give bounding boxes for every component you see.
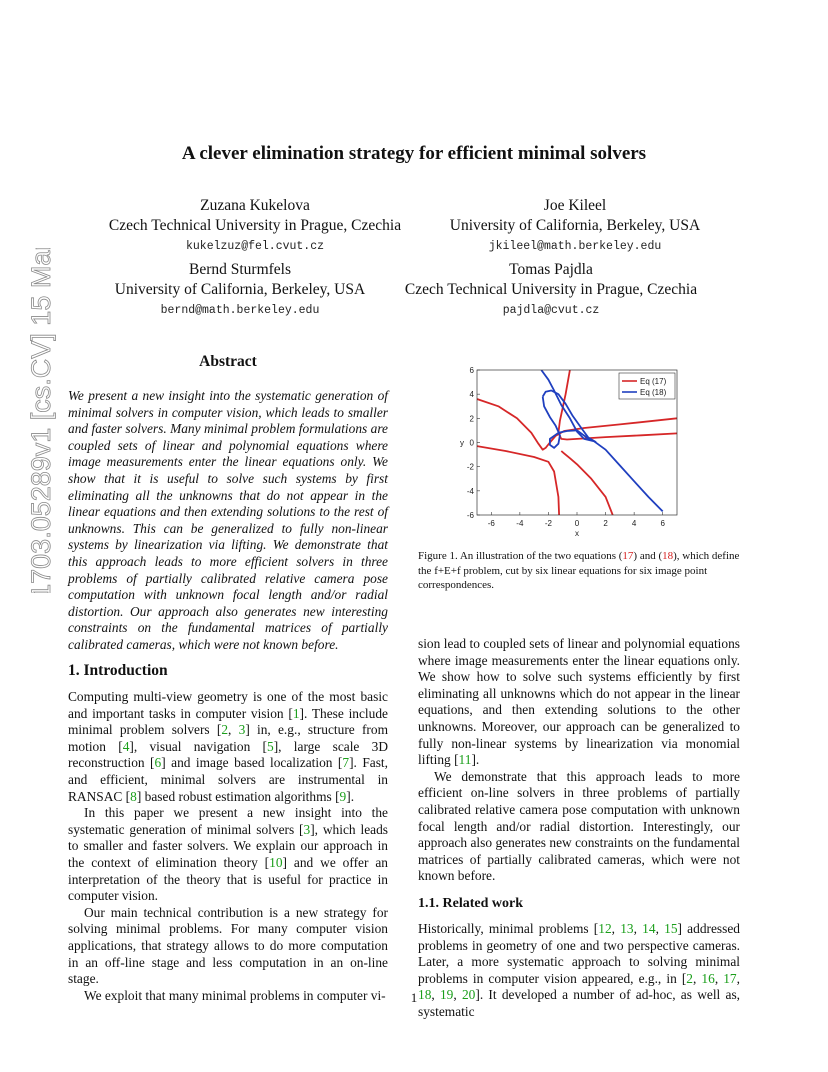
x-tick-label: 2 [603, 519, 608, 528]
author-block-3 [60, 260, 420, 317]
citation-link[interactable]: 11 [458, 752, 472, 768]
author-name: Tomas Pajdla [509, 261, 593, 278]
y-tick-label: 6 [469, 366, 474, 375]
right-paragraph-2: We demonstrate that this approach leads to more efficient on-line solvers in three problems of partially calibrated relative camera pose computation with unknown focal length and/or radial distortion. Interestingly, our approach also generates new constraints on the fundamental matrices of partially calibrated cameras, which were not known before. [418, 768, 740, 884]
y-tick-label: -6 [466, 511, 474, 520]
x-tick-label: 6 [660, 519, 665, 528]
abstract-heading: Abstract [199, 353, 257, 370]
series-curve [477, 446, 559, 515]
y-tick-label: -2 [466, 462, 474, 472]
x-tick-label: -6 [487, 519, 495, 528]
citation-link[interactable]: 12 [598, 920, 612, 936]
intro-body [68, 689, 388, 1004]
y-axis-label: y [460, 438, 464, 448]
x-tick-label: -4 [516, 519, 524, 528]
author-email[interactable]: pajdla@cvut.cz [502, 304, 600, 317]
intro-paragraph-2: In this paper we present a new insight into the systematic generation of minimal solvers [3], which leads to smaller and faster solvers. We explain our approach in the context of elimination theory [10] and we offer an interpretation of the theory that is useful for practice in computer vision. [68, 805, 388, 904]
citation-link[interactable]: 4 [122, 738, 130, 754]
x-axis-label: x [575, 529, 579, 538]
citation-link[interactable]: 13 [620, 920, 634, 936]
svg-text:arXiv:1703.05289v1 [cs.CV] 1: arXiv:1703.05289v1 [cs.CV] 15 Mar 2017 [26, 248, 56, 593]
citation-link[interactable]: 6 [154, 755, 162, 771]
citation-link[interactable]: 9 [339, 788, 347, 804]
author-email[interactable]: jkileel@math.berkeley.edu [488, 240, 662, 253]
author-block-2 [420, 196, 730, 253]
equation-link[interactable]: 18 [662, 550, 674, 562]
citation-link[interactable]: 1 [292, 705, 300, 721]
author-email[interactable]: kukelzuz@fel.cvut.cz [185, 240, 325, 253]
paper-title: A clever elimination strategy for efficient minimal solvers [181, 143, 647, 164]
citation-link[interactable]: 19 [439, 987, 454, 1003]
y-tick-label: 4 [469, 390, 474, 400]
citation-link[interactable]: 2 [221, 722, 229, 738]
page-number: 1 [410, 990, 418, 1005]
author-affiliation: University of California, Berkeley, USA [449, 217, 701, 234]
citation-link[interactable]: 3 [238, 722, 246, 738]
citation-link[interactable]: 3 [303, 821, 311, 837]
citation-link[interactable]: 8 [130, 788, 137, 804]
citation-link[interactable]: 14 [642, 920, 656, 936]
author-affiliation: Czech Technical University in Prague, Czechia [108, 217, 402, 234]
right-paragraph-3: Historically, minimal problems [12, 13, 14, 15] addressed problems in geometry of one and two perspective cameras. Later, a more systematic approach to solving minimal problems in computer vision appeared, e.g., in [2, 16, 17, 18, 19, 20]. It developed a number of ad-hoc, as well as, systematic [418, 920, 740, 1019]
right-paragraph-1: sion lead to coupled sets of linear and polynomial equations where image measurements enter the linear equations only. We show how to solve such systems efficiently by first eliminating all unknowns which do not appear in the linear equations, and then extending solutions to the other unknowns. Moreover, our approach can be generalized to fully non-linear systems by linearization via monomial lifting [11]. [418, 636, 740, 768]
x-tick-label: 0 [574, 519, 580, 528]
citation-link[interactable]: 7 [342, 755, 350, 771]
intro-paragraph-4: We exploit that many minimal problems in computer vi- [84, 987, 386, 1003]
author-email[interactable]: bernd@math.berkeley.edu [160, 304, 320, 317]
citation-link[interactable]: 20 [461, 987, 476, 1003]
x-tick-label: 4 [631, 519, 637, 528]
abstract-text: We present a new insight into the systematic generation of minimal solvers in computer vision, which leads to smaller and faster solvers. Many minimal problem formulations are coupled sets of linear and polynomial equations where image measurements enter the linear equations only. We show that it is useful to solve such systems by first eliminating all the unknowns that do not appear in the linear equations and then extending solutions to the rest of unknowns. This can be generalized to fully non-linear systems by linearization via lifting. We demonstrate that this approach leads to more efficient solvers in three problems of partially calibrated relative camera pose computation with unknown focal length and/or radial distortion. Our approach also generates new interesting constraints on the fundamental matrices of partially calibrated cameras, which were not known before. [68, 388, 388, 652]
author-affiliation: Czech Technical University in Prague, Czechia [404, 281, 698, 298]
intro-paragraph-3: Our main technical contribution is a new strategy for solving minimal problems. For many computer vision applications, that strategy allows to do more computation in an off-line stage and less computation in an on-line stage. [68, 904, 388, 987]
citation-link[interactable]: 16 [701, 970, 715, 986]
legend-label: Eq (17) [640, 377, 667, 386]
arxiv-side-label [18, 248, 62, 593]
author-block-4 [386, 260, 716, 317]
figure-1-plot [450, 362, 690, 552]
figure-1-caption: Figure 1. An illustration of the two equations (17) and (18), which define the f+E+f problem, cut by six linear equations for six image point correspondences. [418, 550, 740, 592]
x-tick-label: -2 [544, 519, 552, 528]
author-name: Zuzana Kukelova [200, 197, 310, 214]
citation-link[interactable]: 5 [267, 738, 274, 754]
citation-link[interactable]: 10 [269, 854, 283, 870]
intro-paragraph-1: Computing multi-view geometry is one of the most basic and important tasks in computer vision [1]. These include minimal problem solvers [2, 3] in, e.g., structure from motion [4], visual navigation [5], large scale 3D reconstruction [6] and image based localization [7]. Fast, and efficient, minimal solvers are instrumental in RANSAC [8] based robust estimation algorithms [9]. [68, 689, 389, 804]
author-block-1 [70, 196, 440, 253]
series-curve [477, 399, 677, 450]
figure-1-svg [450, 362, 690, 552]
y-tick-label: 0 [469, 438, 474, 448]
author-name: Bernd Sturmfels [188, 261, 292, 278]
y-tick-label: -4 [466, 486, 474, 496]
intro-heading: 1. Introduction [68, 662, 168, 679]
equation-link[interactable]: 17 [622, 550, 634, 562]
legend-label: Eq (18) [640, 388, 667, 397]
citation-link[interactable]: 18 [418, 987, 432, 1003]
author-affiliation: University of California, Berkeley, USA [114, 281, 366, 298]
related-work-heading: 1.1. Related work [418, 895, 523, 911]
citation-link[interactable]: 15 [664, 920, 678, 936]
y-tick-label: 2 [469, 414, 474, 424]
series-curve [561, 451, 612, 515]
citation-link[interactable]: 17 [723, 970, 737, 986]
right-column-body [418, 636, 740, 1020]
citation-link[interactable]: 2 [686, 970, 693, 986]
author-name: Joe Kileel [543, 197, 607, 214]
